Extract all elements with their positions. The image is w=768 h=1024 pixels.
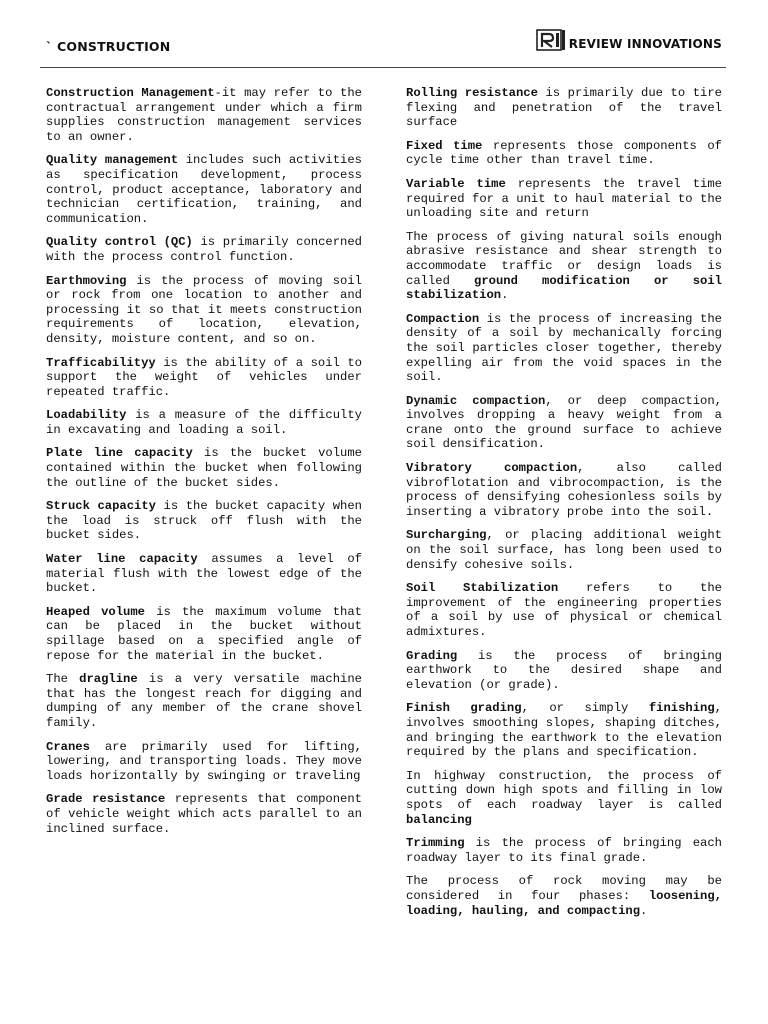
defined-term: Soil Stabilization — [406, 581, 559, 596]
brand-block — [536, 29, 722, 51]
defined-term: Cranes — [46, 739, 90, 754]
left-column — [46, 86, 362, 845]
definition-paragraph — [406, 836, 722, 865]
definition-text: , or deep compaction, involves dropping a heavy weight from a crane onto the ground surface to achieve soil densification. — [406, 393, 722, 452]
definition-text: is a measure of the difficulty in excavating and loading a soil. — [46, 408, 362, 437]
definition-paragraph — [406, 86, 722, 130]
defined-term: Loadability — [46, 408, 127, 423]
brand-name: REVIEW INNOVATIONS — [568, 37, 722, 51]
defined-term: ground modification or soil stabilization — [406, 273, 722, 303]
definition-paragraph — [46, 552, 362, 596]
definition-text: is primarily due to tire flexing and penetration of the travel surface — [406, 86, 722, 130]
definition-paragraph — [46, 446, 362, 490]
definition-text: is the process of bringing each roadway layer to its final grade. — [406, 836, 722, 865]
definition-text: is the process of moving soil or rock from one location to another and processing it so that it meets construction requirements of location, elevation, density, moisture content, and so on. — [46, 273, 362, 346]
definition-paragraph — [406, 177, 722, 221]
definition-paragraph — [46, 153, 362, 226]
defined-term: Vibratory compaction — [406, 461, 578, 476]
definition-paragraph — [406, 230, 722, 303]
defined-term: Surcharging — [406, 528, 487, 543]
definition-text: is the process of bringing earthwork to the desired shape and elevation (or grade). — [406, 648, 722, 692]
definition-text: , involves smoothing slopes, shaping ditches, and bringing the earthwork to the elevation required by the plans and specification. — [406, 701, 722, 760]
definition-text: refers to the improvement of the engineering properties of a soil by use of physical or chemical admixtures. — [406, 581, 722, 639]
definition-paragraph — [46, 356, 362, 400]
defined-term: Trimming — [406, 836, 465, 851]
definition-text: is the bucket capacity when the load is struck off flush with the bucket sides. — [46, 499, 362, 543]
definition-paragraph — [406, 312, 722, 385]
defined-term: Grading — [406, 648, 458, 663]
definition-text: , or simply — [521, 701, 649, 716]
defined-term: Finish grading — [406, 701, 522, 716]
right-column — [406, 86, 722, 927]
definition-text: is a very versatile machine that has the longest reach for digging and dumping of any member of the crane shovel family. — [46, 672, 362, 730]
definition-paragraph — [46, 672, 362, 730]
definition-text: is primarily concerned with the process control function. — [46, 235, 362, 264]
definition-text: is the ability of a soil to support the weight of vehicles under repeated traffic. — [46, 355, 362, 399]
defined-term: Compaction — [406, 311, 480, 326]
definition-paragraph — [46, 605, 362, 663]
definition-text: , also called vibroflotation and vibrocompaction, is the process of densifying cohesionless soils by inserting a vibratory probe into the soil. — [406, 461, 722, 519]
definition-text: is the maximum volume that can be placed in the bucket without spillage based on a specified angle of repose for the material in the bucket. — [46, 604, 362, 663]
definition-text: are primarily used for lifting, lowering, and transporting loads. They move loads horizontally by swinging or traveling — [46, 739, 362, 783]
definition-text: assumes a level of material flush with the lowest edge of the bucket. — [46, 552, 362, 596]
defined-term: Variable time — [406, 176, 506, 191]
definition-text: The — [46, 672, 80, 687]
defined-term: Plate line capacity — [46, 446, 193, 461]
definition-text: , or placing additional weight on the soil surface, has long been used to densify cohesive soils. — [406, 528, 722, 572]
definition-paragraph — [406, 649, 722, 693]
definition-paragraph — [406, 394, 722, 452]
definition-paragraph — [406, 528, 722, 572]
definition-text: The process of rock moving may be considered in four phases: — [406, 874, 722, 903]
definition-paragraph — [406, 874, 722, 918]
defined-term: Dynamic compaction — [406, 393, 546, 408]
defined-term: finishing — [648, 701, 715, 716]
defined-term: Trafficabilityy — [46, 355, 156, 370]
definition-text: includes such activities as specification development, process control, product acceptance, laboratory and technician certification, training, and communication. — [46, 153, 362, 226]
definition-text: is the process of increasing the density of a soil by mechanically forcing the soil particles closer together, thereby expelling air from the void spaces in the soil. — [406, 311, 722, 385]
definition-text: -it may refer to the contractual arrangement under which a firm supplies construction management services to an owner. — [46, 86, 362, 144]
definition-paragraph — [46, 274, 362, 347]
definition-paragraph — [46, 408, 362, 437]
definition-paragraph — [46, 792, 362, 836]
definition-paragraph — [46, 740, 362, 784]
section-title: ` CONSTRUCTION — [46, 39, 171, 54]
definition-paragraph — [406, 581, 722, 639]
defined-term: balancing — [406, 812, 472, 827]
defined-term: Water line capacity — [46, 552, 198, 567]
definition-text: represents that component of vehicle weight which acts parallel to an inclined surface. — [46, 792, 362, 836]
definition-text: The process of giving natural soils enough abrasive resistance and shear strength to accommodate traffic or design loads is called — [406, 229, 722, 288]
page-header — [0, 0, 768, 70]
defined-term: dragline — [79, 672, 138, 687]
definition-text: In highway construction, the process of cutting down high spots and filling in low spots of each roadway layer is called — [406, 768, 722, 812]
definition-paragraph — [406, 139, 722, 168]
review-innovations-logo-icon — [536, 29, 566, 51]
defined-term: Grade resistance — [46, 792, 166, 807]
definition-text: represents the travel time required for a unit to haul material to the unloading site and return — [406, 176, 722, 221]
definition-text: represents those components of cycle time other than travel time. — [406, 138, 722, 168]
defined-term: Heaped volume — [46, 604, 145, 619]
definition-paragraph — [46, 235, 362, 264]
definition-paragraph — [406, 461, 722, 519]
definition-paragraph — [406, 701, 722, 759]
definition-paragraph — [406, 769, 722, 827]
definition-text: . — [501, 288, 509, 303]
defined-term: loosening, loading, hauling, and compacting — [406, 888, 722, 918]
definition-text: . — [640, 903, 648, 918]
defined-term: Construction Management — [46, 86, 215, 100]
defined-term: Struck capacity — [46, 499, 156, 514]
defined-term: Quality control (QC) — [46, 235, 193, 250]
defined-term: Fixed time — [406, 138, 483, 153]
definition-paragraph — [46, 499, 362, 543]
definition-paragraph — [46, 86, 362, 144]
definition-text: is the bucket volume contained within the bucket when following the outline of the bucket sides. — [46, 446, 362, 490]
defined-term: Rolling resistance — [406, 86, 538, 100]
defined-term: Quality management — [46, 153, 179, 168]
defined-term: Earthmoving — [46, 273, 127, 288]
header-divider — [40, 67, 726, 68]
